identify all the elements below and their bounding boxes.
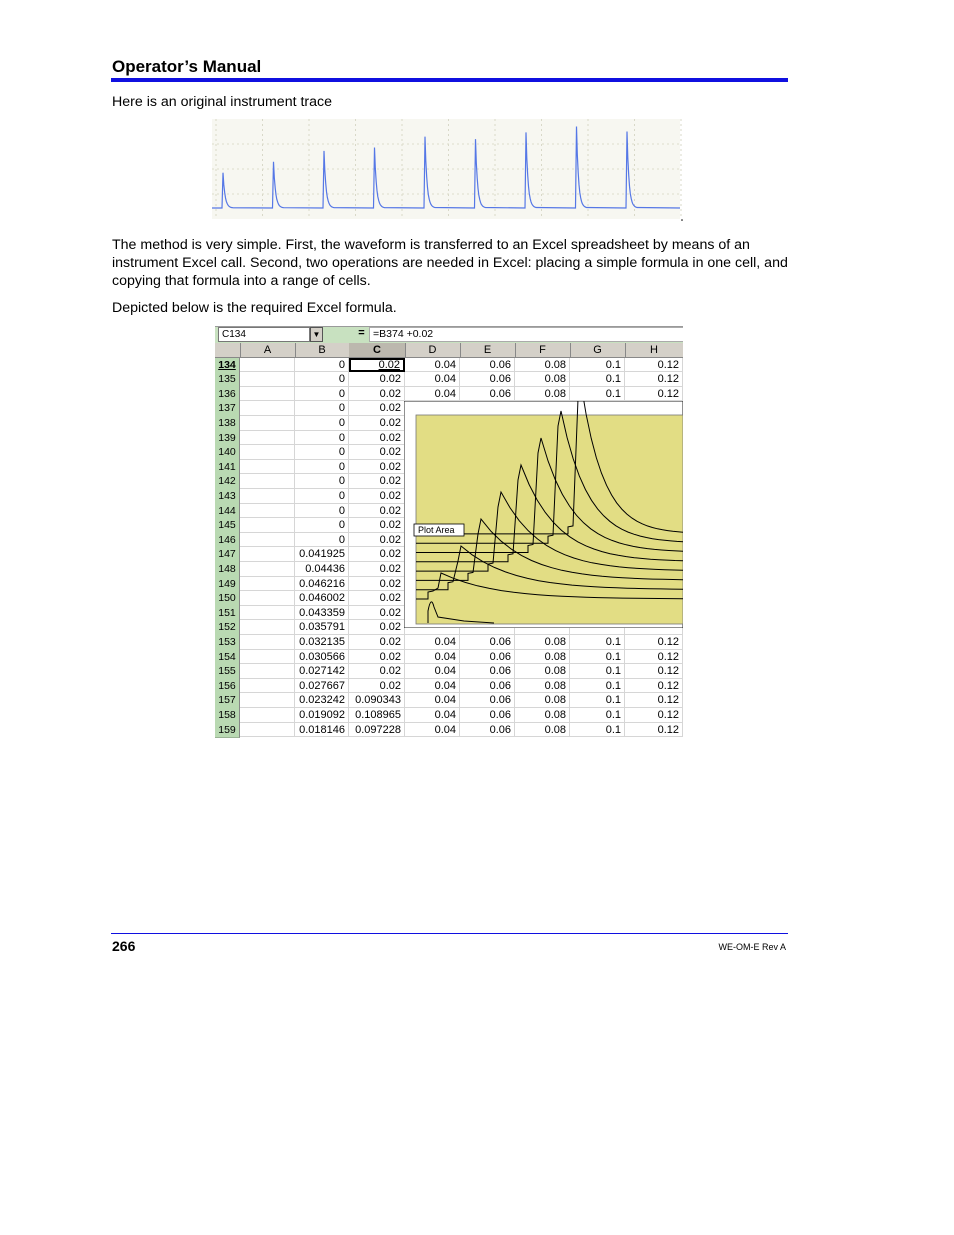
name-box-value: C134 xyxy=(222,329,246,340)
header-rule xyxy=(111,78,788,82)
row-header[interactable]: 143 xyxy=(215,489,240,505)
cell-a148[interactable] xyxy=(240,562,295,577)
cell-a136[interactable] xyxy=(240,387,295,402)
cell-e155[interactable]: 0.06 xyxy=(460,664,515,679)
cell-e156[interactable]: 0.06 xyxy=(460,679,515,694)
figure-caption: Depicted below is the required Excel formula. xyxy=(112,300,397,316)
excel-spreadsheet[interactable] xyxy=(215,326,683,739)
cell-c155[interactable]: 0.02 xyxy=(349,664,405,679)
select-all-corner[interactable] xyxy=(215,343,241,357)
cell-g158[interactable]: 0.1 xyxy=(570,708,625,723)
cell-d136[interactable]: 0.04 xyxy=(405,387,460,402)
cell-b147[interactable]: 0.041925 xyxy=(295,547,349,562)
cell-c149[interactable]: 0.02 xyxy=(349,577,405,592)
cell-h158[interactable]: 0.12 xyxy=(625,708,683,723)
formula-input[interactable] xyxy=(369,327,683,342)
cell-c135[interactable]: 0.02 xyxy=(349,372,405,387)
cell-c151[interactable]: 0.02 xyxy=(349,606,405,621)
cell-f157[interactable]: 0.08 xyxy=(515,693,570,708)
footer-rule xyxy=(111,933,788,934)
instrument-trace-figure xyxy=(212,119,686,223)
cell-e157[interactable]: 0.06 xyxy=(460,693,515,708)
cell-h156[interactable]: 0.12 xyxy=(625,679,683,694)
cell-a143[interactable] xyxy=(240,489,295,504)
cell-b138[interactable]: 0 xyxy=(295,416,349,431)
cell-b137[interactable]: 0 xyxy=(295,401,349,416)
cell-b150[interactable]: 0.046002 xyxy=(295,591,349,606)
cell-a149[interactable] xyxy=(240,577,295,592)
column-header-e[interactable]: E xyxy=(460,343,516,357)
cell-c134[interactable]: 0.02 xyxy=(349,358,405,373)
cell-g157[interactable]: 0.1 xyxy=(570,693,625,708)
cell-d135[interactable]: 0.04 xyxy=(405,372,460,387)
cell-c150[interactable]: 0.02 xyxy=(349,591,405,606)
cell-a137[interactable] xyxy=(240,401,295,416)
row-header[interactable]: 156 xyxy=(215,679,240,695)
cell-f158[interactable]: 0.08 xyxy=(515,708,570,723)
cell-d158[interactable]: 0.04 xyxy=(405,708,460,723)
cell-c158[interactable]: 0.108965 xyxy=(349,708,405,723)
cell-b140[interactable]: 0 xyxy=(295,445,349,460)
cell-c156[interactable]: 0.02 xyxy=(349,679,405,694)
row-header[interactable]: 150 xyxy=(215,591,240,607)
cell-e134[interactable]: 0.06 xyxy=(460,358,515,373)
row-header[interactable]: 159 xyxy=(215,723,240,739)
cell-c148[interactable]: 0.02 xyxy=(349,562,405,577)
cell-b159[interactable]: 0.018146 xyxy=(295,723,349,738)
cell-h154[interactable]: 0.12 xyxy=(625,650,683,665)
cell-b142[interactable]: 0 xyxy=(295,474,349,489)
cell-e159[interactable]: 0.06 xyxy=(460,723,515,738)
cell-a139[interactable] xyxy=(240,431,295,446)
row-header[interactable]: 154 xyxy=(215,650,240,666)
row-header[interactable]: 147 xyxy=(215,547,240,563)
cell-b149[interactable]: 0.046216 xyxy=(295,577,349,592)
row-header[interactable]: 142 xyxy=(215,474,240,490)
cell-d159[interactable]: 0.04 xyxy=(405,723,460,738)
cell-a144[interactable] xyxy=(240,504,295,519)
cell-b135[interactable]: 0 xyxy=(295,372,349,387)
cell-b143[interactable]: 0 xyxy=(295,489,349,504)
plot-area-tooltip-text: Plot Area xyxy=(418,525,455,535)
cell-a135[interactable] xyxy=(240,372,295,387)
cell-a155[interactable] xyxy=(240,664,295,679)
row-header[interactable]: 136 xyxy=(215,387,240,403)
cell-c143[interactable]: 0.02 xyxy=(349,489,405,504)
row-header[interactable]: 135 xyxy=(215,372,240,388)
cell-b154[interactable]: 0.030566 xyxy=(295,650,349,665)
cell-b151[interactable]: 0.043359 xyxy=(295,606,349,621)
cell-a153[interactable] xyxy=(240,635,295,650)
column-header-f[interactable]: F xyxy=(515,343,571,357)
cell-b146[interactable]: 0 xyxy=(295,533,349,548)
cell-h159[interactable]: 0.12 xyxy=(625,723,683,738)
cell-b144[interactable]: 0 xyxy=(295,504,349,519)
cell-c154[interactable]: 0.02 xyxy=(349,650,405,665)
cell-c140[interactable]: 0.02 xyxy=(349,445,405,460)
cell-c138[interactable]: 0.02 xyxy=(349,416,405,431)
cell-d156[interactable]: 0.04 xyxy=(405,679,460,694)
cell-e136[interactable]: 0.06 xyxy=(460,387,515,402)
cell-e158[interactable]: 0.06 xyxy=(460,708,515,723)
cell-a154[interactable] xyxy=(240,650,295,665)
cell-h155[interactable]: 0.12 xyxy=(625,664,683,679)
cell-a142[interactable] xyxy=(240,474,295,489)
cell-e135[interactable]: 0.06 xyxy=(460,372,515,387)
cell-a156[interactable] xyxy=(240,679,295,694)
column-header-c[interactable]: C xyxy=(349,343,406,357)
cell-f156[interactable]: 0.08 xyxy=(515,679,570,694)
cell-g156[interactable]: 0.1 xyxy=(570,679,625,694)
cell-b141[interactable]: 0 xyxy=(295,460,349,475)
column-header-a[interactable]: A xyxy=(240,343,296,357)
cell-b157[interactable]: 0.023242 xyxy=(295,693,349,708)
column-header-h[interactable]: H xyxy=(625,343,683,357)
row-header[interactable]: 152 xyxy=(215,620,240,636)
cell-h153[interactable]: 0.12 xyxy=(625,635,683,650)
cell-c159[interactable]: 0.097228 xyxy=(349,723,405,738)
row-header[interactable]: 144 xyxy=(215,504,240,520)
plot-area xyxy=(416,415,683,624)
cell-b152[interactable]: 0.035791 xyxy=(295,620,349,635)
cell-b139[interactable]: 0 xyxy=(295,431,349,446)
cell-f153[interactable]: 0.08 xyxy=(515,635,570,650)
trace-grid xyxy=(212,119,681,219)
cell-a146[interactable] xyxy=(240,533,295,548)
cell-f136[interactable]: 0.08 xyxy=(515,387,570,402)
cell-h135[interactable]: 0.12 xyxy=(625,372,683,387)
row-header[interactable]: 146 xyxy=(215,533,240,549)
cell-c141[interactable]: 0.02 xyxy=(349,460,405,475)
row-header[interactable]: 148 xyxy=(215,562,240,578)
cell-c142[interactable]: 0.02 xyxy=(349,474,405,489)
cell-b145[interactable]: 0 xyxy=(295,518,349,533)
cell-h134[interactable]: 0.12 xyxy=(625,358,683,373)
cell-a157[interactable] xyxy=(240,693,295,708)
cell-a151[interactable] xyxy=(240,606,295,621)
row-header[interactable]: 138 xyxy=(215,416,240,432)
method-paragraph: The method is very simple. First, the waveform is transferred to an Excel spreadsheet by means of an instrument Excel call. Second, two operations are needed in Excel: placing a simple formula in one cell, and copying that formula into a range of cells. xyxy=(112,237,788,289)
cell-d157[interactable]: 0.04 xyxy=(405,693,460,708)
document-revision: WE-OM-E Rev A xyxy=(718,942,786,952)
cell-a158[interactable] xyxy=(240,708,295,723)
row-header[interactable]: 140 xyxy=(215,445,240,461)
cell-a147[interactable] xyxy=(240,547,295,562)
cell-d134[interactable]: 0.04 xyxy=(405,358,460,373)
cell-c147[interactable]: 0.02 xyxy=(349,547,405,562)
cell-c157[interactable]: 0.090343 xyxy=(349,693,405,708)
row-header[interactable]: 149 xyxy=(215,577,240,593)
cell-g134[interactable]: 0.1 xyxy=(570,358,625,373)
row-header[interactable]: 151 xyxy=(215,606,240,622)
cell-c153[interactable]: 0.02 xyxy=(349,635,405,650)
cell-g153[interactable]: 0.1 xyxy=(570,635,625,650)
cell-c137[interactable]: 0.02 xyxy=(349,401,405,416)
column-header-g[interactable]: G xyxy=(570,343,626,357)
cell-c139[interactable]: 0.02 xyxy=(349,431,405,446)
row-header[interactable]: 145 xyxy=(215,518,240,534)
cell-c152[interactable]: 0.02 xyxy=(349,620,405,635)
cell-b155[interactable]: 0.027142 xyxy=(295,664,349,679)
cell-d153[interactable]: 0.04 xyxy=(405,635,460,650)
cell-a138[interactable] xyxy=(240,416,295,431)
cell-g154[interactable]: 0.1 xyxy=(570,650,625,665)
cell-e153[interactable]: 0.06 xyxy=(460,635,515,650)
row-header[interactable]: 139 xyxy=(215,431,240,447)
page-number: 266 xyxy=(112,938,136,954)
formula-text: =B374 +0.02 xyxy=(373,328,434,340)
cell-a150[interactable] xyxy=(240,591,295,606)
cell-a145[interactable] xyxy=(240,518,295,533)
cell-a152[interactable] xyxy=(240,620,295,635)
cell-c144[interactable]: 0.02 xyxy=(349,504,405,519)
row-header[interactable]: 137 xyxy=(215,401,240,417)
page-header-title: Operator’s Manual xyxy=(112,57,262,76)
cell-b153[interactable]: 0.032135 xyxy=(295,635,349,650)
cell-d154[interactable]: 0.04 xyxy=(405,650,460,665)
name-box[interactable] xyxy=(218,327,310,342)
column-header-b[interactable]: B xyxy=(295,343,350,357)
cell-c145[interactable]: 0.02 xyxy=(349,518,405,533)
cell-h157[interactable]: 0.12 xyxy=(625,693,683,708)
cell-f159[interactable]: 0.08 xyxy=(515,723,570,738)
cell-b134[interactable]: 0 xyxy=(295,358,349,373)
embedded-chart[interactable] xyxy=(404,401,683,628)
cell-g155[interactable]: 0.1 xyxy=(570,664,625,679)
cell-d155[interactable]: 0.04 xyxy=(405,664,460,679)
cell-e154[interactable]: 0.06 xyxy=(460,650,515,665)
row-header[interactable]: 141 xyxy=(215,460,240,476)
cell-b136[interactable]: 0 xyxy=(295,387,349,402)
equals-button[interactable]: = xyxy=(358,327,365,339)
cell-f154[interactable]: 0.08 xyxy=(515,650,570,665)
trace-dot xyxy=(681,219,683,221)
cell-a134[interactable] xyxy=(240,358,295,373)
cell-g135[interactable]: 0.1 xyxy=(570,372,625,387)
name-box-dropdown-icon[interactable]: ▼ xyxy=(310,327,323,342)
cell-b156[interactable]: 0.027667 xyxy=(295,679,349,694)
row-header[interactable]: 158 xyxy=(215,708,240,724)
cell-f155[interactable]: 0.08 xyxy=(515,664,570,679)
cell-a159[interactable] xyxy=(240,723,295,738)
cell-h136[interactable]: 0.12 xyxy=(625,387,683,402)
row-header[interactable]: 153 xyxy=(215,635,240,651)
row-header[interactable]: 155 xyxy=(215,664,240,680)
row-header[interactable]: 157 xyxy=(215,693,240,709)
cell-f134[interactable]: 0.08 xyxy=(515,358,570,373)
cell-g159[interactable]: 0.1 xyxy=(570,723,625,738)
cell-b148[interactable]: 0.04436 xyxy=(295,562,349,577)
row-header[interactable]: 134 xyxy=(215,358,240,374)
cell-c146[interactable]: 0.02 xyxy=(349,533,405,548)
cell-a141[interactable] xyxy=(240,460,295,475)
cell-g136[interactable]: 0.1 xyxy=(570,387,625,402)
plot-area-tooltip xyxy=(414,524,464,536)
cell-b158[interactable]: 0.019092 xyxy=(295,708,349,723)
cell-c136[interactable]: 0.02 xyxy=(349,387,405,402)
cell-f135[interactable]: 0.08 xyxy=(515,372,570,387)
cell-a140[interactable] xyxy=(240,445,295,460)
intro-text: Here is an original instrument trace xyxy=(112,94,333,110)
column-header-d[interactable]: D xyxy=(405,343,461,357)
